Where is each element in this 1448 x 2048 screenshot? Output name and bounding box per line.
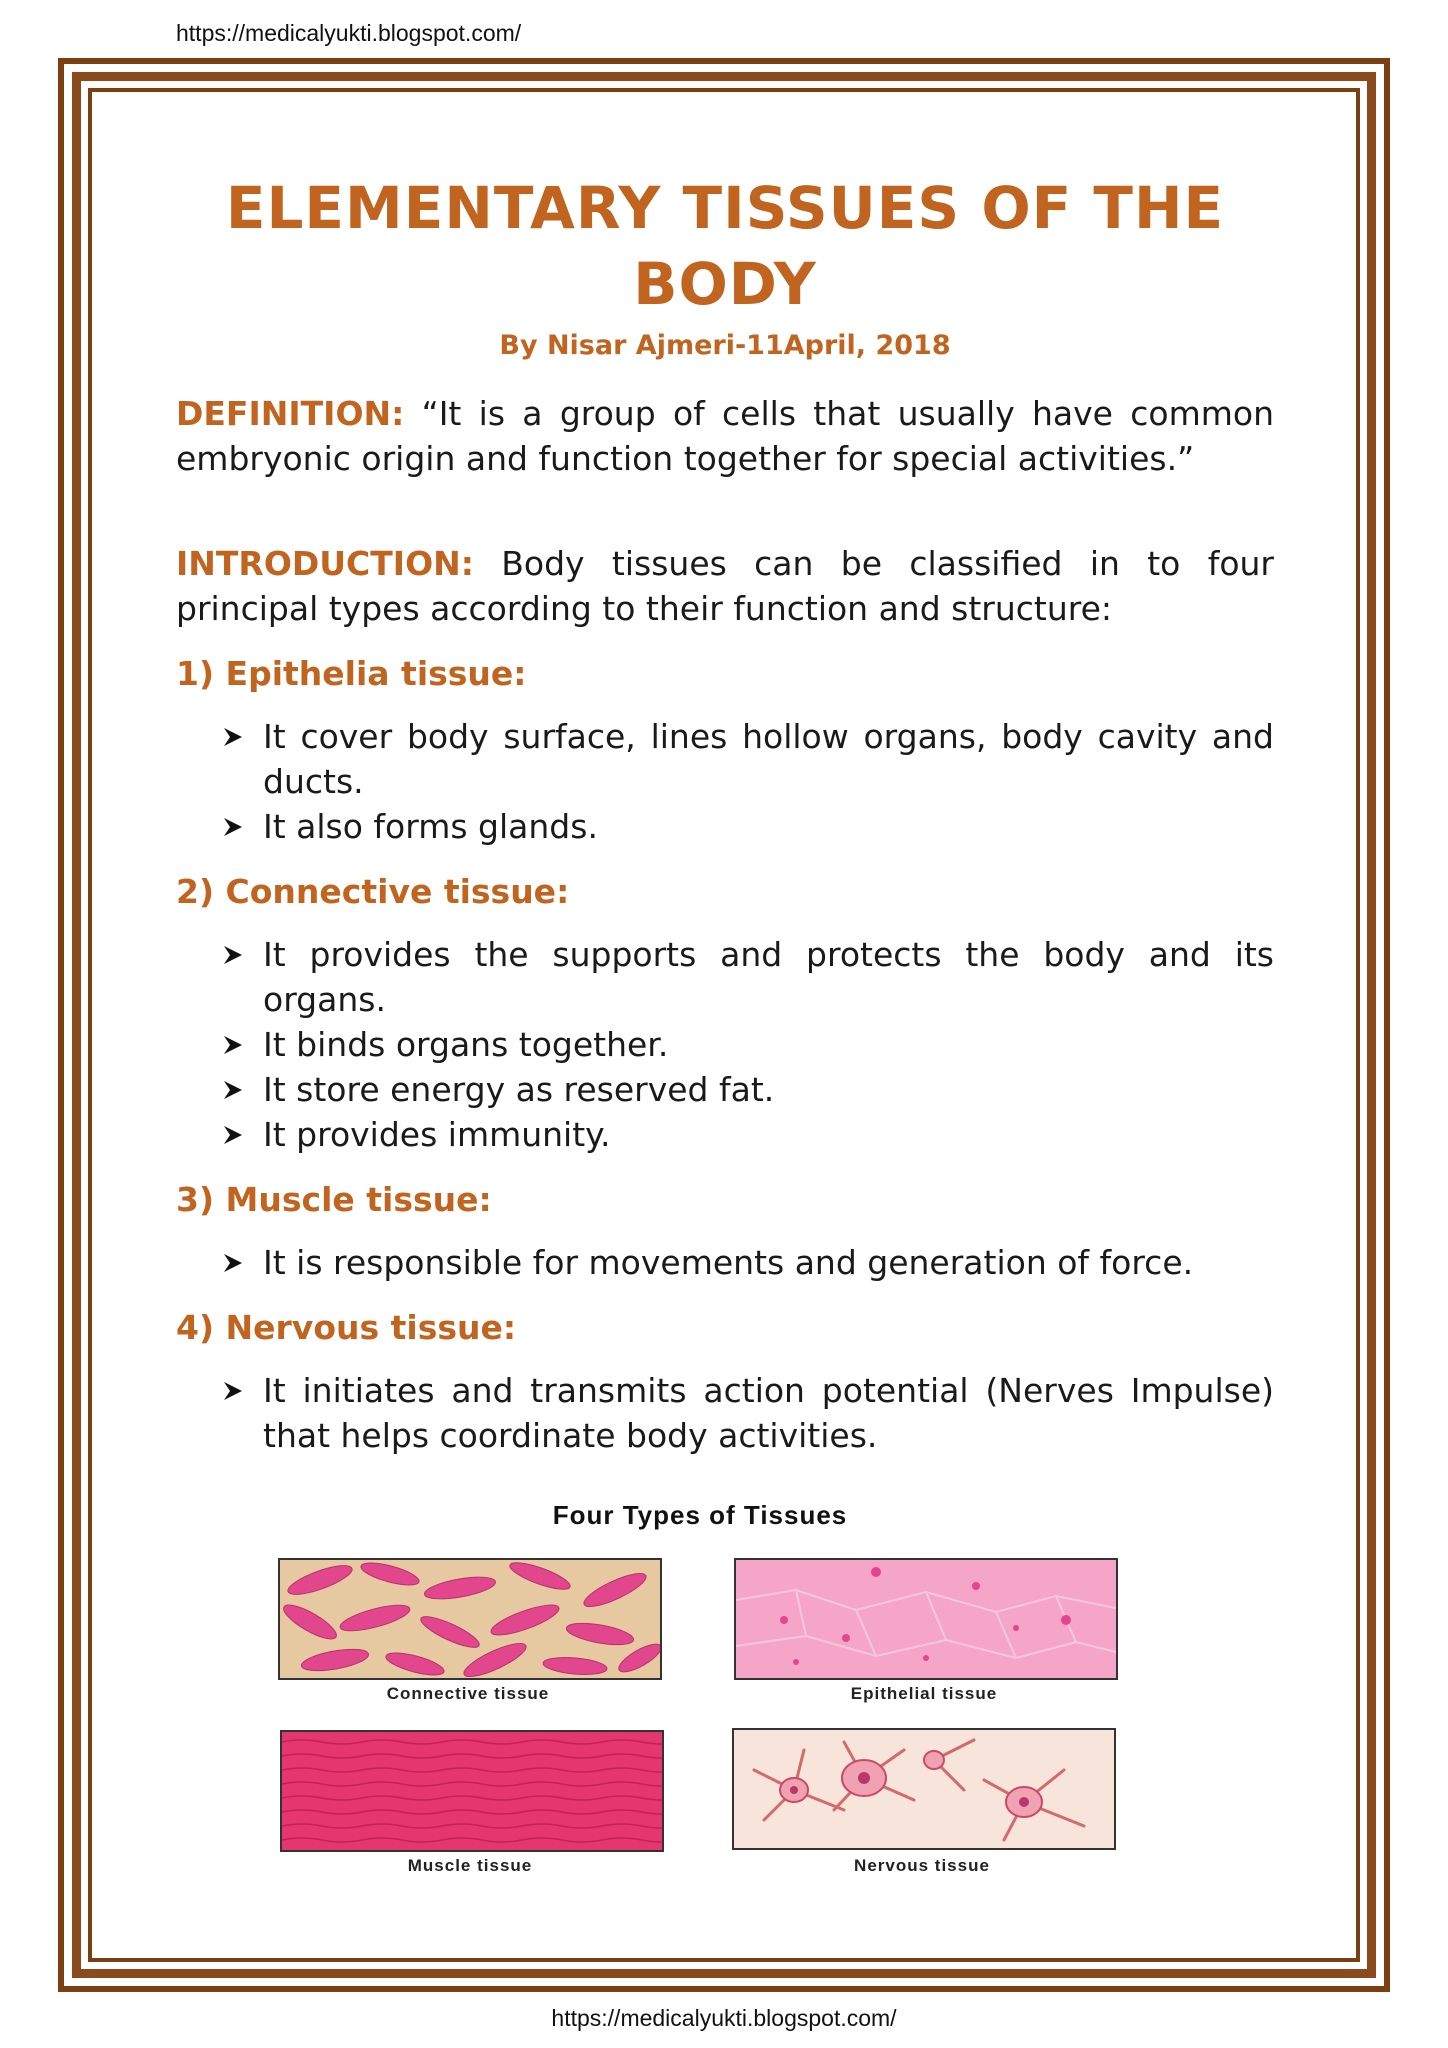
figure-title: Four Types of Tissues [552, 1500, 848, 1530]
muscle-tissue-caption: Muscle tissue [407, 1856, 533, 1875]
bullet-text: It store energy as reserved fat. [263, 1070, 775, 1109]
section-epithelia [176, 651, 1274, 849]
arrow-bullet-icon [222, 726, 244, 748]
source-url-bottom[interactable]: https://medicalyukti.blogspot.com/ [551, 2005, 897, 2031]
definition-text: “It is a group of cells that usually have common embryonic origin and function together for special activities.” [176, 394, 1274, 478]
arrow-bullet-icon [222, 816, 244, 838]
muscle-tissue-image [280, 1730, 664, 1852]
list-item [222, 932, 1274, 1022]
document-title [176, 170, 1274, 322]
arrow-bullet-icon [222, 1252, 244, 1274]
definition-paragraph [176, 391, 1274, 481]
arrow-bullet-icon [222, 1079, 244, 1101]
arrow-bullet-icon [222, 1034, 244, 1056]
epithelial-tissue-image [734, 1558, 1118, 1680]
section-heading: 3) Muscle tissue: [176, 1180, 492, 1219]
source-url-top[interactable]: https://medicalyukti.blogspot.com/ [176, 20, 522, 46]
nervous-tissue-illustration [734, 1730, 1114, 1848]
nervous-tissue-caption: Nervous tissue [854, 1856, 990, 1875]
list-item [222, 804, 1274, 849]
bullet-list [176, 932, 1274, 1157]
bullet-text: It binds organs together. [263, 1025, 669, 1064]
section-nervous [176, 1305, 1274, 1458]
definition-label: DEFINITION: [176, 394, 405, 433]
epithelial-tissue-illustration [736, 1560, 1116, 1678]
byline: By Nisar Ajmeri-11April, 2018 [499, 330, 951, 361]
tissue-figure [270, 1500, 1130, 1900]
arrow-bullet-icon [222, 944, 244, 966]
arrow-bullet-icon [222, 1124, 244, 1146]
bullet-text: It cover body surface, lines hollow organs, body cavity and ducts. [263, 717, 1274, 801]
bullet-list [176, 1368, 1274, 1458]
list-item [222, 1240, 1274, 1285]
connective-tissue-illustration [280, 1560, 660, 1678]
bullet-text: It initiates and transmits action potential (Nerves Impulse) that helps coordinate body activities. [263, 1371, 1274, 1455]
bullet-list [176, 1240, 1274, 1285]
nervous-tissue-image [732, 1728, 1116, 1850]
connective-tissue-image [278, 1558, 662, 1680]
title-line-1: ELEMENTARY TISSUES OF THE [225, 174, 1225, 242]
connective-tissue-caption: Connective tissue [386, 1684, 550, 1703]
list-item [222, 714, 1274, 804]
bullet-text: It provides immunity. [263, 1115, 611, 1154]
introduction-label: INTRODUCTION: [176, 544, 474, 583]
epithelial-tissue-caption: Epithelial tissue [850, 1684, 998, 1703]
document-body [176, 170, 1274, 1458]
section-muscle [176, 1177, 1274, 1285]
section-heading: 2) Connective tissue: [176, 872, 570, 911]
bullet-text: It is responsible for movements and generation of force. [263, 1243, 1194, 1282]
bullet-text: It provides the supports and protects the body and its organs. [263, 935, 1274, 1019]
bullet-list [176, 714, 1274, 849]
bullet-text: It also forms glands. [263, 807, 598, 846]
section-connective [176, 869, 1274, 1157]
list-item [222, 1112, 1274, 1157]
arrow-bullet-icon [222, 1380, 244, 1402]
title-line-2: BODY [633, 250, 817, 318]
list-item [222, 1067, 1274, 1112]
muscle-tissue-illustration [282, 1732, 662, 1850]
section-heading: 1) Epithelia tissue: [176, 654, 527, 693]
introduction-paragraph [176, 541, 1274, 631]
introduction-text: Body tissues can be classified in to four principal types according to their function and structure: [176, 544, 1274, 628]
list-item [222, 1368, 1274, 1458]
section-heading: 4) Nervous tissue: [176, 1308, 517, 1347]
list-item [222, 1022, 1274, 1067]
